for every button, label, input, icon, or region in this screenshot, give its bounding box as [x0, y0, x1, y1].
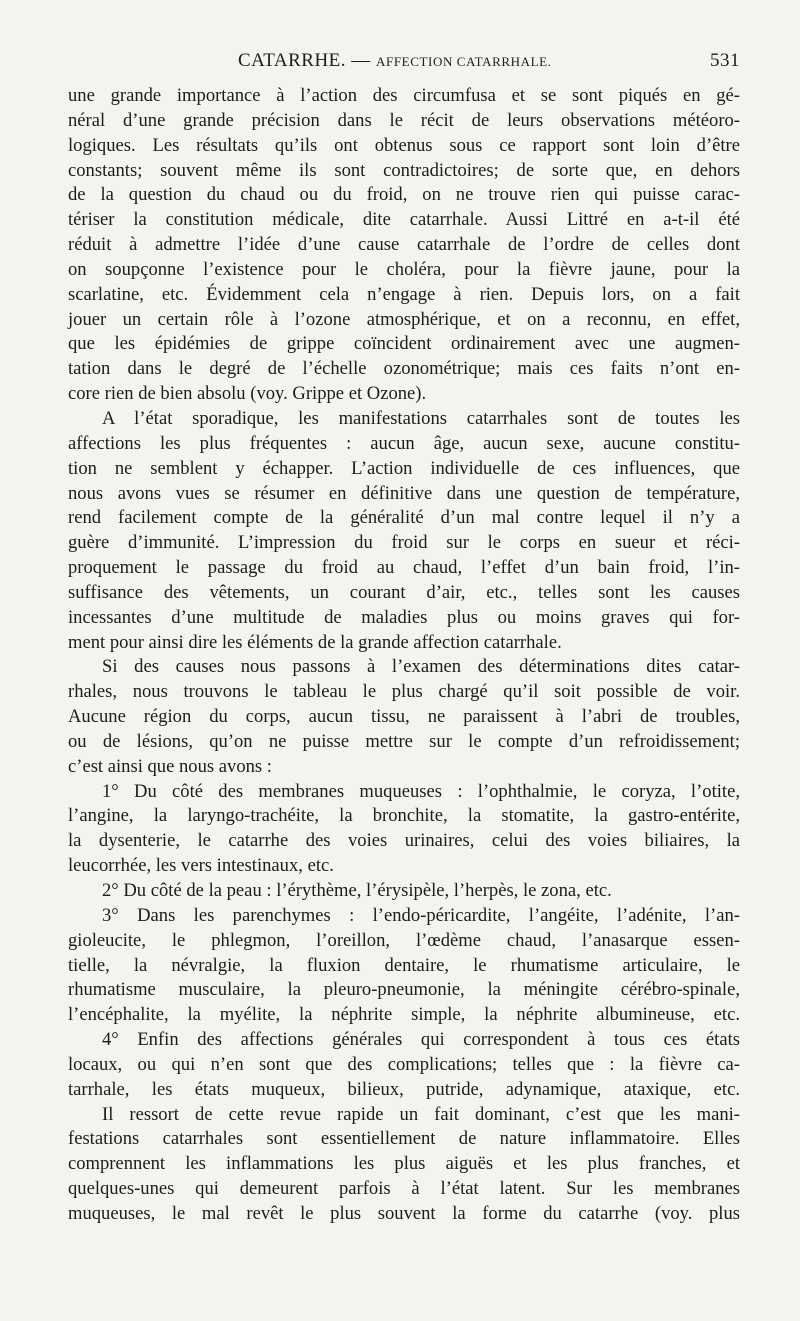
text-line: 3° Dans les parenchymes : l’endo-péricardite, l’angéite, l’adénite, l’an-	[102, 904, 740, 926]
running-head	[68, 44, 740, 74]
body-text	[68, 84, 740, 1227]
text-line: tarrhale, les états muqueux, bilieux, putride, adynamique, ataxique, etc.	[68, 1078, 740, 1100]
text-line: rhales, nous trouvons le tableau le plus chargé qu’il soit possible de voir.	[68, 681, 740, 703]
text-line: locaux, ou qui n’en sont que des complications; telles que : la fièvre ca-	[68, 1053, 740, 1075]
text-line: Aucune région du corps, aucun tissu, ne paraissent à l’abri de troubles,	[68, 706, 740, 728]
text-line: nous avons vues se résumer en définitive dans une question de température,	[68, 482, 740, 504]
text-line: une grande importance à l’action des circumfusa et se sont piqués en gé-	[68, 85, 740, 106]
text-line: que les épidémies de grippe coïncident ordinairement avec une augmen-	[68, 333, 740, 355]
text-line: l’angine, la laryngo-trachéite, la bronchite, la stomatite, la gastro-entérite,	[68, 805, 740, 827]
text-line: réduit à admettre l’idée d’une cause catarrhale de l’ordre de celles dont	[68, 234, 740, 256]
header-title: CATARRHE.	[238, 50, 347, 71]
text-line: 4° Enfin des affections générales qui correspondent à tous ces états	[102, 1029, 740, 1051]
text-line: tielle, la névralgie, la fluxion dentaire, le rhumatisme articulaire, le	[68, 954, 740, 976]
text-line: muqueuses, le mal revêt le plus souvent la forme du catarrhe (voy. plus	[68, 1202, 740, 1224]
text-line: suffisance des vêtements, un courant d’air, etc., telles sont les causes	[68, 581, 740, 603]
text-line: logiques. Les résultats qu’ils ont obtenus sous ce rapport sont loin d’être	[68, 134, 740, 156]
text-line: 1° Du côté des membranes muqueuses : l’ophthalmie, le coryza, l’otite,	[102, 780, 740, 802]
text-line: jouer un certain rôle à l’ozone atmosphérique, et on a reconnu, en effet,	[68, 308, 740, 330]
text-line: comprennent les inflammations les plus aiguës et les plus franches, et	[68, 1153, 740, 1175]
text-line: ou de lésions, qu’on ne puisse mettre sur le compte d’un refroidissement;	[68, 730, 740, 752]
text-line: néral d’une grande précision dans le récit de leurs observations météoro-	[68, 109, 740, 131]
text-line: scarlatine, etc. Évidemment cela n’engage à rien. Depuis lors, on a fait	[68, 283, 740, 305]
text-line: incessantes d’une multitude de maladies plus ou moins graves qui for-	[68, 606, 740, 628]
text-line: c’est ainsi que nous avons :	[68, 755, 272, 777]
text-line: tation dans le degré de l’échelle ozonométrique; mais ces faits n’ont en-	[68, 358, 740, 380]
text-line: tion ne semblent y échapper. L’action individuelle de ces influences, que	[68, 457, 740, 479]
text-line: tériser la constitution médicale, dite catarrhale. Aussi Littré en a-t-il été	[68, 209, 740, 231]
text-line: quelques-unes qui demeurent parfois à l’état latent. Sur les membranes	[68, 1178, 740, 1200]
text-line: Il ressort de cette revue rapide un fait dominant, c’est que les mani-	[102, 1103, 740, 1125]
text-line: guère d’immunité. L’impression du froid sur le corps en sueur et réci-	[68, 532, 740, 554]
header-dash: —	[351, 50, 371, 71]
text-line: proquement le passage du froid au chaud, l’effet d’un bain froid, l’in-	[68, 557, 740, 579]
running-title	[238, 50, 552, 72]
text-line: A l’état sporadique, les manifestations catarrhales sont de toutes les	[102, 407, 740, 429]
text-line: Si des causes nous passons à l’examen des déterminations dites catar-	[102, 656, 740, 678]
text-line: rhumatisme musculaire, la pleuro-pneumonie, la méningite cérébro-spinale,	[68, 979, 740, 1001]
text-line: de la question du chaud ou du froid, on ne trouve rien qui puisse carac-	[68, 184, 740, 206]
text-line: rend facilement compte de la généralité d’un mal contre lequel il n’y a	[68, 507, 740, 529]
text-line: leucorrhée, les vers intestinaux, etc.	[68, 855, 334, 877]
text-line: l’encéphalite, la myélite, la néphrite simple, la néphrite albumineuse, etc.	[68, 1004, 740, 1026]
text-line: ment pour ainsi dire les éléments de la grande affection catarrhale.	[68, 631, 562, 653]
header-subtitle: AFFECTION CATARRHALE.	[376, 54, 552, 69]
text-line: 2° Du côté de la peau : l’érythème, l’érysipèle, l’herpès, le zona, etc.	[102, 880, 612, 901]
text-line: la dysenterie, le catarrhe des voies urinaires, celui des voies biliaires, la	[68, 830, 740, 852]
text-line: gioleucite, le phlegmon, l’oreillon, l’œdème chaud, l’anasarque essen-	[68, 929, 740, 951]
page-number: 531	[710, 50, 740, 71]
text-line: constants; souvent même ils sont contradictoires; de sorte que, en dehors	[68, 159, 740, 181]
text-line: core rien de bien absolu (voy. Grippe et Ozone).	[68, 383, 427, 405]
text-line: affections les plus fréquentes : aucun âge, aucun sexe, aucune constitu-	[68, 432, 740, 454]
text-line: on soupçonne l’existence pour le choléra, pour la fièvre jaune, pour la	[68, 258, 740, 280]
text-line: festations catarrhales sont essentiellement de nature inflammatoire. Elles	[68, 1128, 740, 1150]
